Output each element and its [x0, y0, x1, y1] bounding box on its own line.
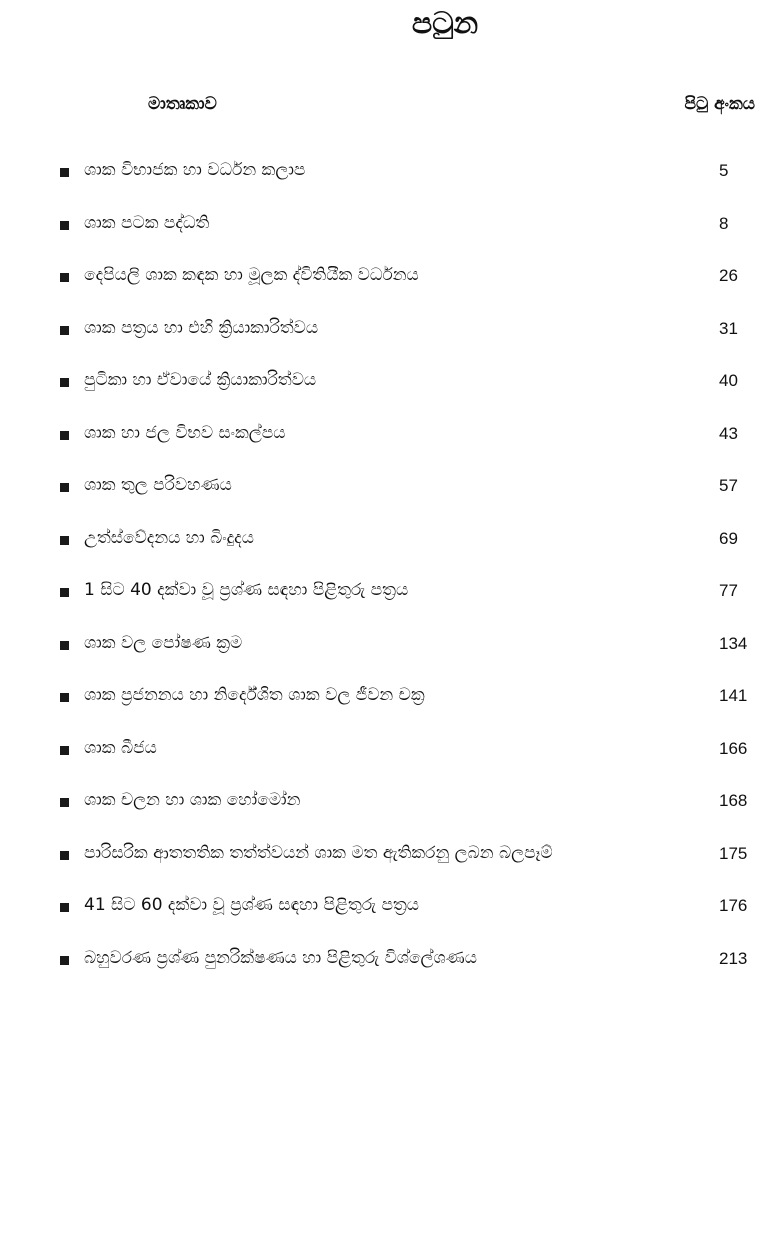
square-bullet-icon: [60, 956, 69, 965]
toc-entry[interactable]: [0, 724, 776, 777]
toc-entry-page-number: 26: [719, 266, 738, 285]
toc-entry[interactable]: [0, 934, 776, 987]
toc-entry[interactable]: [0, 514, 776, 567]
toc-entry[interactable]: [0, 251, 776, 304]
toc-entry-title: 41 සිට 60 දක්වා වූ ප්‍රශ්ණ සඳහා පිළිතුරු පත්‍රය: [84, 895, 419, 915]
toc-entry[interactable]: [0, 304, 776, 357]
toc-entry-page-number: 176: [719, 896, 748, 915]
toc-entry-title: ශාක විභාජක හා වර්ධන කලාප: [84, 160, 306, 180]
toc-entry-title: දෙපියලි ශාක කඳක හා මූලක ද්විතියීක වර්ධනය: [84, 265, 419, 285]
toc-entry[interactable]: [0, 619, 776, 672]
square-bullet-icon: [60, 378, 69, 387]
toc-entry-title: ශාක පත්‍රය හා එහි ක්‍රියාකාරිත්වය: [84, 317, 319, 338]
toc-entry-title: ශාක වල පෝෂණ ක්‍රම: [84, 632, 243, 653]
toc-entry-title: උත්ස්වේදනය හා බිංදුදය: [84, 527, 254, 548]
square-bullet-icon: [60, 431, 69, 440]
toc-entry[interactable]: [0, 199, 776, 252]
square-bullet-icon: [60, 588, 69, 597]
toc-entry[interactable]: [0, 881, 776, 934]
square-bullet-icon: [60, 221, 69, 230]
toc-entry-title: බහුවරණ ප්‍රශ්ණ පුනරික්ෂණය හා පිළිතුරු විශ්ලේශණය: [84, 947, 477, 968]
square-bullet-icon: [60, 273, 69, 282]
toc-entry-page-number: 175: [719, 843, 748, 863]
toc-entry-page-number: 168: [719, 791, 748, 810]
toc-entry[interactable]: [0, 146, 776, 199]
toc-entry[interactable]: [0, 829, 776, 882]
square-bullet-icon: [60, 483, 69, 492]
toc-entry-page-number: 141: [719, 686, 748, 705]
toc-entry-page-number: 77: [719, 581, 738, 600]
toc-entry-page-number: 69: [719, 528, 738, 548]
toc-entry[interactable]: [0, 356, 776, 409]
table-of-contents: [0, 146, 776, 986]
square-bullet-icon: [60, 746, 69, 755]
toc-entry[interactable]: [0, 566, 776, 619]
toc-entry-page-number: 134: [719, 633, 748, 653]
toc-entry-page-number: 40: [719, 371, 738, 390]
toc-entry-title: ශාක පටක පද්ධති: [84, 212, 210, 233]
square-bullet-icon: [60, 903, 69, 912]
toc-entry-page-number: 8: [719, 213, 729, 233]
page-number-column-header: පිටු අංකය: [684, 94, 755, 114]
square-bullet-icon: [60, 798, 69, 807]
square-bullet-icon: [60, 851, 69, 860]
toc-entry-title: ශාක චලන හා ශාක හෝමෝන: [84, 790, 301, 810]
square-bullet-icon: [60, 536, 69, 545]
toc-entry-page-number: 213: [719, 948, 748, 968]
topic-column-header: මාතෘකාව: [148, 94, 217, 114]
toc-entry-title: පාරිසරික ආතතතික තත්ත්වයන් ශාක මත ඇතිකරනු ලබන බලපෑම්: [84, 842, 553, 863]
toc-entry-title: පුටිකා හා ඒවායේ ක්‍රියාකාරිත්වය: [84, 370, 317, 390]
toc-entry-title: ශාක ප්‍රජනනය හා නිර්දේශිත ශාක වල ජීවන චක්‍ර: [84, 685, 425, 705]
toc-entry-page-number: 43: [719, 423, 738, 443]
toc-entry[interactable]: [0, 776, 776, 829]
toc-entry-title: ශාක තුල පරිවහණය: [84, 475, 232, 495]
toc-entry-page-number: 5: [719, 161, 729, 180]
square-bullet-icon: [60, 641, 69, 650]
toc-entry-title: ශාක බීජය: [84, 737, 157, 758]
toc-entry[interactable]: [0, 409, 776, 462]
toc-entry-title: 1 සිට 40 දක්වා වූ ප්‍රශ්ණ සඳහා පිළිතුරු පත්‍රය: [84, 580, 409, 600]
square-bullet-icon: [60, 693, 69, 702]
toc-entry-title: ශාක හා ජල විභව සංකල්පය: [84, 422, 286, 443]
toc-entry[interactable]: [0, 461, 776, 514]
toc-entry-page-number: 31: [719, 318, 738, 338]
square-bullet-icon: [60, 168, 69, 177]
toc-entry[interactable]: [0, 671, 776, 724]
square-bullet-icon: [60, 326, 69, 335]
toc-entry-page-number: 57: [719, 476, 738, 495]
page-title: පටුන: [411, 6, 479, 41]
toc-entry-page-number: 166: [719, 738, 748, 758]
